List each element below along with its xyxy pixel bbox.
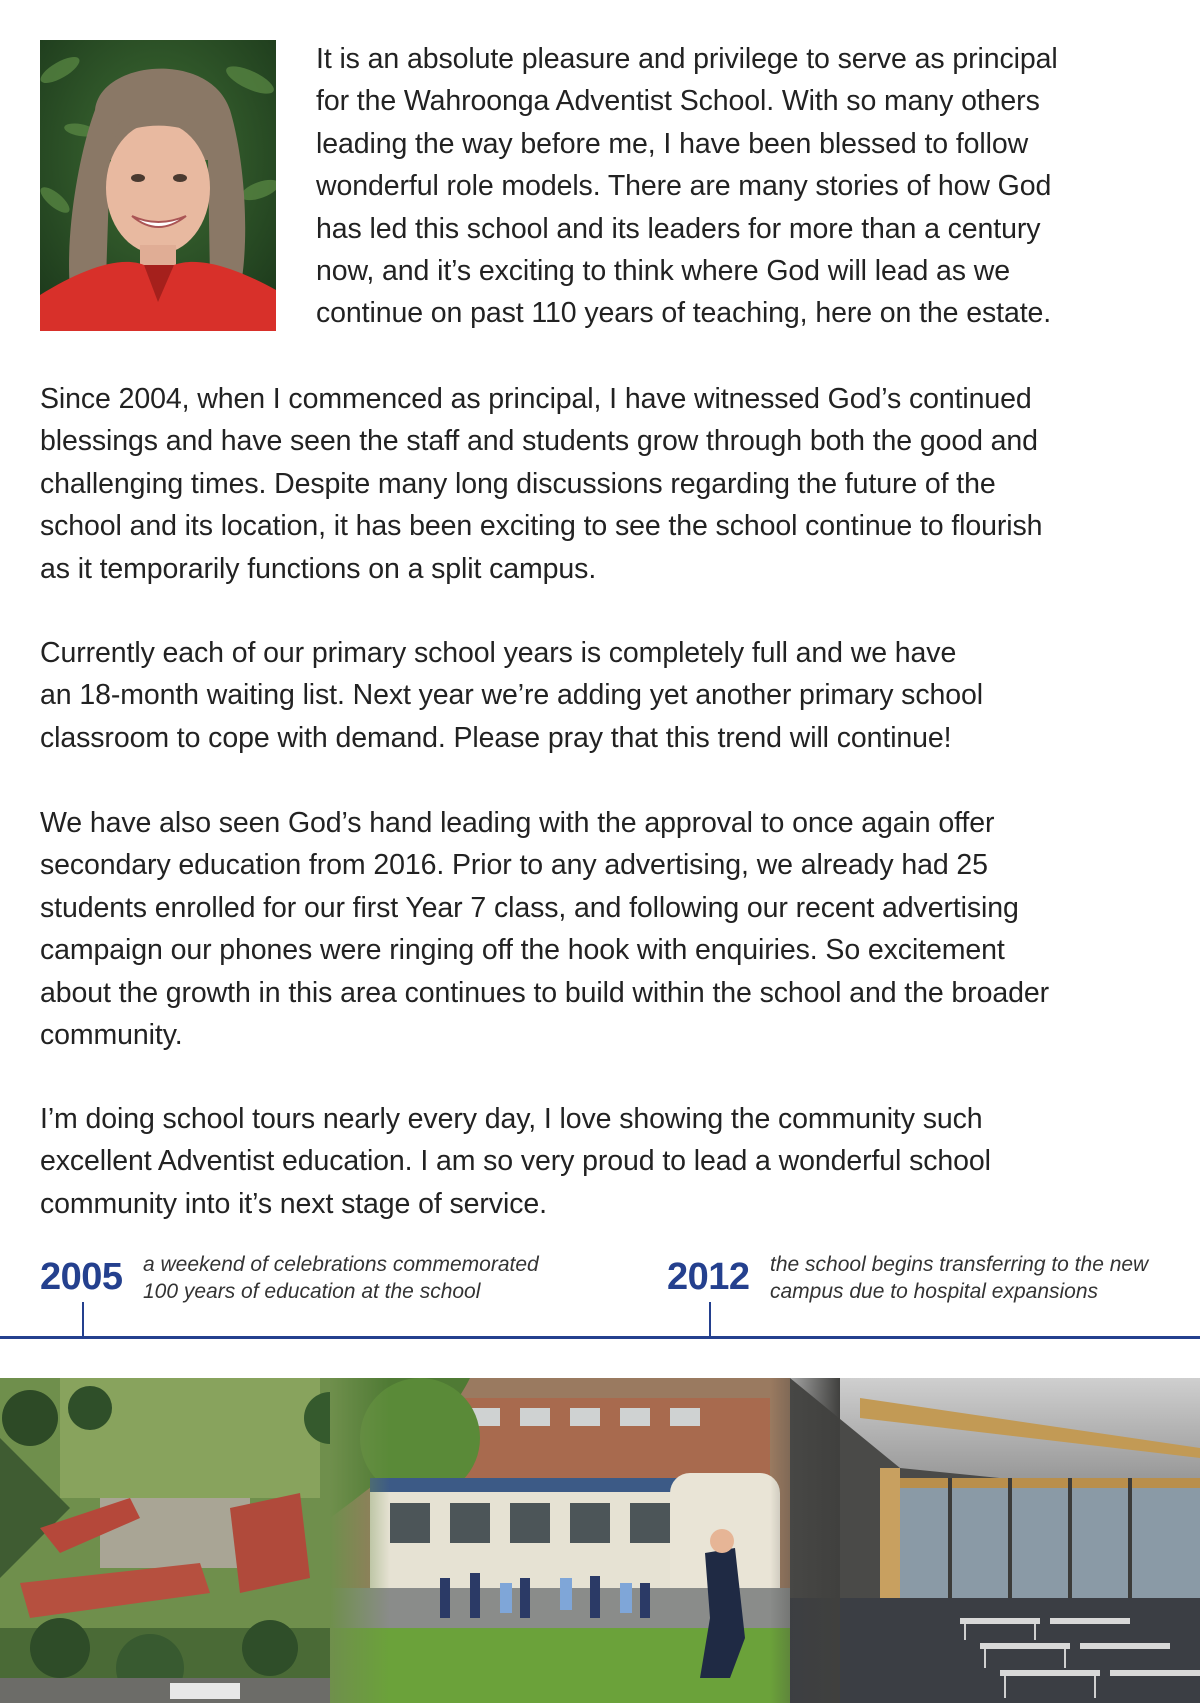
text-line: I’m doing school tours nearly every day, I love showing the community such <box>40 1103 983 1135</box>
text-line: students enrolled for our first Year 7 class, and following our recent advertising <box>40 891 1019 924</box>
text-line: classroom to cope with demand. Please pray that this trend will continue! <box>40 721 952 754</box>
aerial-campus-photo <box>0 1378 380 1703</box>
timeline-tick-2005 <box>82 1302 84 1338</box>
text-line: community into it’s next stage of service. <box>40 1187 547 1220</box>
text-line: leading the way before me, I have been blessed to follow <box>316 127 1029 160</box>
text-line: community. <box>40 1019 183 1052</box>
new-campus-interior-render <box>790 1378 1200 1703</box>
letter-paragraph-3 <box>40 632 1130 759</box>
caption-line: 100 years of education at the school <box>143 1280 481 1303</box>
letter-paragraph-5 <box>40 1098 1150 1225</box>
timeline-axis <box>0 1336 1200 1339</box>
text-line: excellent Adventist education. I am so very proud to lead a wonderful school <box>40 1145 991 1178</box>
text-line: about the growth in this area continues to build within the school and the broader <box>40 976 1049 1009</box>
timeline-year-2005: 2005 <box>40 1256 123 1298</box>
caption-line: a weekend of celebrations commemorated <box>143 1253 539 1276</box>
text-line: secondary education from 2016. Prior to any advertising, we already had 25 <box>40 849 988 882</box>
text-line: Since 2004, when I commenced as principal, I have witnessed God’s continued <box>40 383 1032 415</box>
text-line: It is an absolute pleasure and privilege to serve as principal <box>316 43 1058 75</box>
letter-paragraph-1 <box>316 38 1166 335</box>
text-line: challenging times. Despite many long discussions regarding the future of the <box>40 467 996 500</box>
timeline-caption-2012 <box>770 1251 1148 1305</box>
text-line: for the Wahroonga Adventist School. With so many others <box>316 85 1040 118</box>
caption-line: the school begins transferring to the new <box>770 1253 1149 1276</box>
text-line: as it temporarily functions on a split campus. <box>40 552 597 585</box>
campus-photo-collage <box>0 1378 1200 1703</box>
schoolyard-photo <box>330 1378 810 1703</box>
timeline-caption-2005 <box>143 1251 539 1305</box>
timeline-tick-2012 <box>709 1302 711 1338</box>
text-line: school and its location, it has been exciting to see the school continue to flourish <box>40 510 1043 543</box>
letter-paragraph-2 <box>40 378 1170 590</box>
caption-line: campus due to hospital expansions <box>770 1280 1099 1303</box>
principal-portrait <box>40 40 276 331</box>
text-line: an 18-month waiting list. Next year we’re adding yet another primary school <box>40 679 983 712</box>
letter-paragraph-4 <box>40 802 1180 1056</box>
text-line: continue on past 110 years of teaching, here on the estate. <box>316 297 1052 330</box>
text-line: now, and it’s exciting to think where God will lead as we <box>316 255 1010 288</box>
text-line: campaign our phones were ringing off the hook with enquiries. So excitement <box>40 934 1005 967</box>
text-line: We have also seen God’s hand leading with the approval to once again offer <box>40 807 995 839</box>
text-line: blessings and have seen the staff and students grow through both the good and <box>40 425 1038 458</box>
text-line: Currently each of our primary school years is completely full and we have <box>40 637 957 669</box>
timeline-year-2012: 2012 <box>667 1256 750 1298</box>
text-line: wonderful role models. There are many stories of how God <box>316 170 1052 203</box>
text-line: has led this school and its leaders for more than a century <box>316 212 1041 245</box>
